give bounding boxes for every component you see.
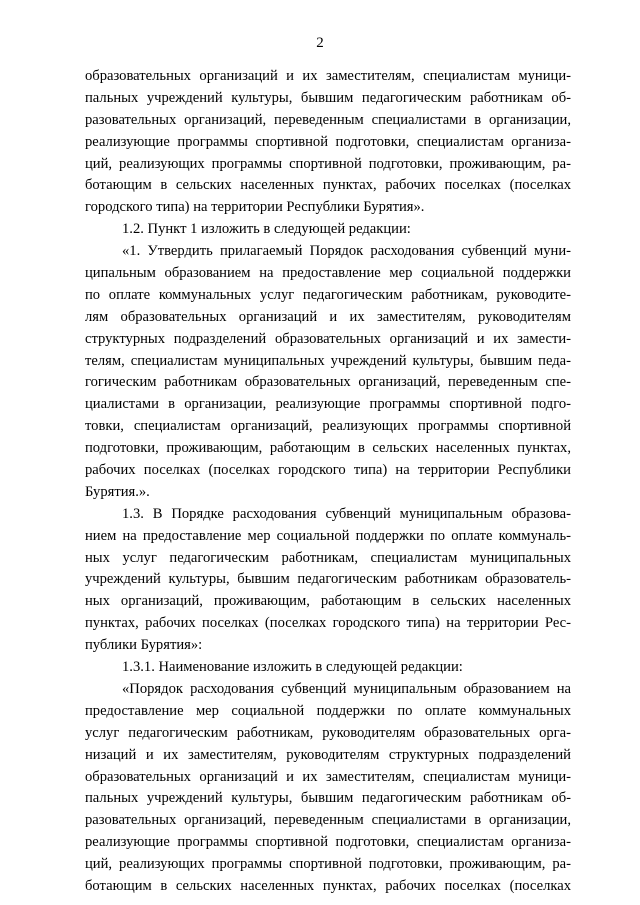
text-line: ций, реализующих программы спортивной подготовки, проживающим, ра- bbox=[85, 155, 571, 172]
text-line: городского типа) на территории Республики Бурятия». bbox=[85, 199, 425, 216]
text-line: подготовки, проживающим, работающим в сельских населенных пунктах, bbox=[85, 440, 571, 457]
text-line: образовательных организаций и их заместителям, специалистам муници- bbox=[85, 768, 571, 785]
text-line: пальных учреждений культуры, бывшим педагогическим работникам об- bbox=[85, 790, 571, 807]
text-line: ных услуг педагогическим работникам, специалистам муниципальных bbox=[85, 549, 571, 566]
text-line: по оплате коммунальных услуг педагогическим работникам, руководите- bbox=[85, 286, 571, 303]
text-line: структурных подразделений образовательных организаций и их замести- bbox=[85, 330, 571, 347]
text-line: товки, специалистам организаций, реализующих программы спортивной bbox=[85, 418, 571, 435]
text-line: ных организаций, проживающим, работающим в сельских населенных bbox=[85, 593, 571, 610]
text-line: предоставление мер социальной поддержки по оплате коммунальных bbox=[85, 702, 571, 719]
text-line: 1.3.1. Наименование изложить в следующей редакции: bbox=[122, 659, 463, 676]
text-line: рабочих поселках (поселках городского типа) на территории Республики bbox=[85, 462, 571, 479]
text-line: 1.2. Пункт 1 изложить в следующей редакции: bbox=[122, 221, 411, 238]
text-line: Бурятия.». bbox=[85, 483, 150, 500]
text-line: циалистами в организации, реализующие программы спортивной подго- bbox=[85, 396, 571, 413]
text-line: образовательных организаций и их заместителям, специалистам муници- bbox=[85, 68, 571, 84]
text-line: ботающим в сельских населенных пунктах, рабочих поселках (поселках bbox=[85, 877, 571, 894]
text-line: публики Бурятия»: bbox=[85, 637, 203, 654]
text-line: ций, реализующих программы спортивной подготовки, проживающим, ра- bbox=[85, 856, 571, 873]
text-line: реализующие программы спортивной подготовки, специалистам организа- bbox=[85, 834, 571, 851]
text-line: реализующие программы спортивной подготовки, специалистам организа- bbox=[85, 133, 571, 150]
document-body bbox=[85, 66, 571, 898]
text-line: лям образовательных организаций и их заместителям, руководителям bbox=[85, 308, 571, 325]
text-line: нием на предоставление мер социальной поддержки по оплате коммуналь- bbox=[85, 527, 571, 544]
text-line: разовательных организаций, переведенным специалистами в организации, bbox=[85, 111, 571, 128]
text-line: пальных учреждений культуры, бывшим педагогическим работникам об- bbox=[85, 89, 571, 106]
text-line: телям, специалистам муниципальных учреждений культуры, бывшим педа- bbox=[85, 352, 571, 369]
text-line: пунктах, рабочих поселках (поселках городского типа) на территории Рес- bbox=[85, 615, 571, 632]
text-line: ботающим в сельских населенных пунктах, рабочих поселках (поселках bbox=[85, 177, 571, 194]
text-line: 1.3. В Порядке расходования субвенций муниципальным образова- bbox=[122, 505, 571, 522]
text-line: «1. Утвердить прилагаемый Порядок расходования субвенций муни- bbox=[122, 243, 571, 260]
text-line: гогическим работникам образовательных организаций, переведенным спе- bbox=[85, 374, 571, 391]
text-line: низаций и их заместителям, руководителям структурных подразделений bbox=[85, 746, 571, 763]
text-line: разовательных организаций, переведенным специалистами в организации, bbox=[85, 812, 571, 829]
text-line: услуг педагогическим работникам, руководителям образовательных орга- bbox=[85, 724, 571, 741]
text-line: учреждений культуры, бывшим педагогическим работникам образователь- bbox=[85, 571, 571, 588]
text-line: «Порядок расходования субвенций муниципальным образованием на bbox=[122, 680, 571, 697]
text-line: ципальным образованием на предоставление мер социальной поддержки bbox=[85, 265, 571, 282]
page-number: 2 bbox=[316, 35, 324, 51]
